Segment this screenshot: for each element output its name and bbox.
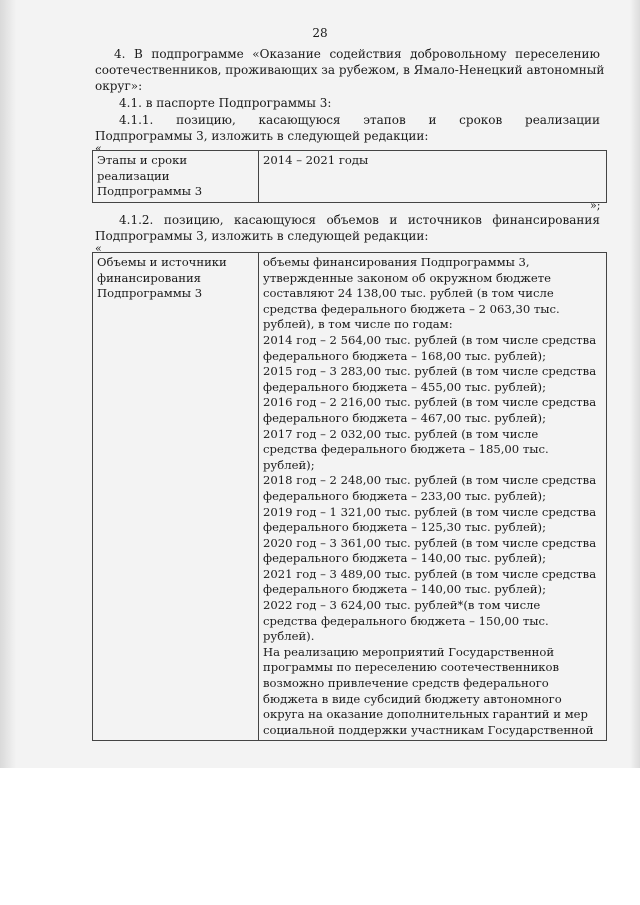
scan-edge-shadow-right: [630, 0, 640, 768]
financing-table: [92, 252, 607, 741]
item-4-1-2-line-1: 4.1.2. позицию, касающуюся объемов и источников финансирования: [119, 213, 600, 227]
section4-line-1: 4. В подпрограмме «Оказание содействия добровольному переселению: [114, 47, 600, 61]
section4-line-3: округ»:: [95, 79, 143, 93]
financing-line: рублей), в том числе по годам:: [263, 317, 453, 332]
financing-line: рублей).: [263, 629, 315, 644]
section4-line-2: соотечественников, проживающих за рубежом, в Ямало-Ненецкий автономный: [95, 63, 605, 77]
financing-line: 2017 год – 2 032,00 тыс. рублей (в том числе: [263, 426, 539, 441]
financing-line: объемы финансирования Подпрограммы 3,: [263, 255, 530, 269]
financing-line: федерального бюджета – 233,00 тыс. рублей);: [263, 488, 546, 503]
financing-label-line: Подпрограммы 3: [97, 286, 203, 301]
financing-line: федерального бюджета – 168,00 тыс. рублей);: [263, 348, 546, 363]
financing-label-cell: [93, 253, 259, 741]
stages-label-cell: [93, 151, 259, 203]
financing-line: федерального бюджета – 467,00 тыс. рублей);: [263, 410, 546, 425]
stages-value: 2014 – 2021 годы: [263, 153, 369, 167]
financing-line: возможно привлечение средств федерального: [263, 676, 549, 691]
item-4-1-2-line-2: Подпрограммы 3, изложить в следующей редакции:: [95, 229, 429, 243]
financing-line: 2014 год – 2 564,00 тыс. рублей (в том числе средства: [263, 332, 597, 347]
financing-line: средства федерального бюджета – 2 063,30 тыс.: [263, 301, 560, 316]
financing-line: федерального бюджета – 140,00 тыс. рублей);: [263, 551, 546, 566]
financing-line: 2022 год – 3 624,00 тыс. рублей*(в том числе: [263, 598, 541, 613]
stages-label-line: реализации: [97, 168, 170, 183]
financing-line: рублей);: [263, 457, 315, 472]
financing-line: На реализацию мероприятий Государственной: [263, 644, 555, 659]
closing-quote-1: »;: [590, 199, 601, 212]
table-row: [93, 151, 607, 203]
opening-quote-1: «: [95, 142, 102, 155]
financing-line: составляют 24 138,00 тыс. рублей (в том числе: [263, 286, 554, 301]
financing-label-line: Объемы и источники: [97, 255, 227, 269]
item-4-1: 4.1. в паспорте Подпрограммы 3:: [119, 96, 332, 110]
financing-line: средства федерального бюджета – 185,00 тыс.: [263, 442, 549, 457]
financing-line: социальной поддержки участникам Государственной: [263, 722, 594, 737]
financing-line: 2018 год – 2 248,00 тыс. рублей (в том числе средства: [263, 473, 597, 488]
financing-line: округа на оказание дополнительных гарантий и мер: [263, 707, 588, 722]
stages-label-line: Подпрограммы 3: [97, 184, 203, 199]
financing-label-line: финансирования: [97, 270, 201, 285]
financing-line: федерального бюджета – 140,00 тыс. рублей);: [263, 582, 546, 597]
financing-line: утвержденные законом об окружном бюджете: [263, 270, 552, 285]
item-4-1-1-line-2: Подпрограммы 3, изложить в следующей редакции:: [95, 129, 429, 143]
page-number: 28: [312, 26, 328, 40]
financing-line: федерального бюджета – 125,30 тыс. рублей);: [263, 520, 546, 535]
financing-line: бюджета в виде субсидий бюджету автономного: [263, 691, 562, 706]
financing-line: 2016 год – 2 216,00 тыс. рублей (в том числе средства: [263, 395, 597, 410]
stages-table: [92, 150, 607, 203]
stages-value-cell: [259, 151, 607, 203]
financing-line: 2019 год – 1 321,00 тыс. рублей (в том числе средства: [263, 504, 597, 519]
financing-line: 2020 год – 3 361,00 тыс. рублей (в том числе средства: [263, 535, 597, 550]
financing-value-cell: [259, 253, 607, 741]
financing-line: программы по переселению соотечественников: [263, 660, 560, 675]
table-row: [93, 253, 607, 741]
financing-line: 2021 год – 3 489,00 тыс. рублей (в том числе средства: [263, 566, 597, 581]
scan-edge-shadow-left: [0, 0, 16, 768]
financing-line: средства федерального бюджета – 150,00 тыс.: [263, 613, 549, 628]
stages-label-line: Этапы и сроки: [97, 153, 188, 167]
financing-line: федерального бюджета – 455,00 тыс. рублей);: [263, 379, 546, 394]
item-4-1-1-line-1: 4.1.1. позицию, касающуюся этапов и сроков реализации: [119, 113, 600, 127]
opening-quote-2: «: [95, 242, 102, 255]
financing-line: 2015 год – 3 283,00 тыс. рублей (в том числе средства: [263, 364, 597, 379]
